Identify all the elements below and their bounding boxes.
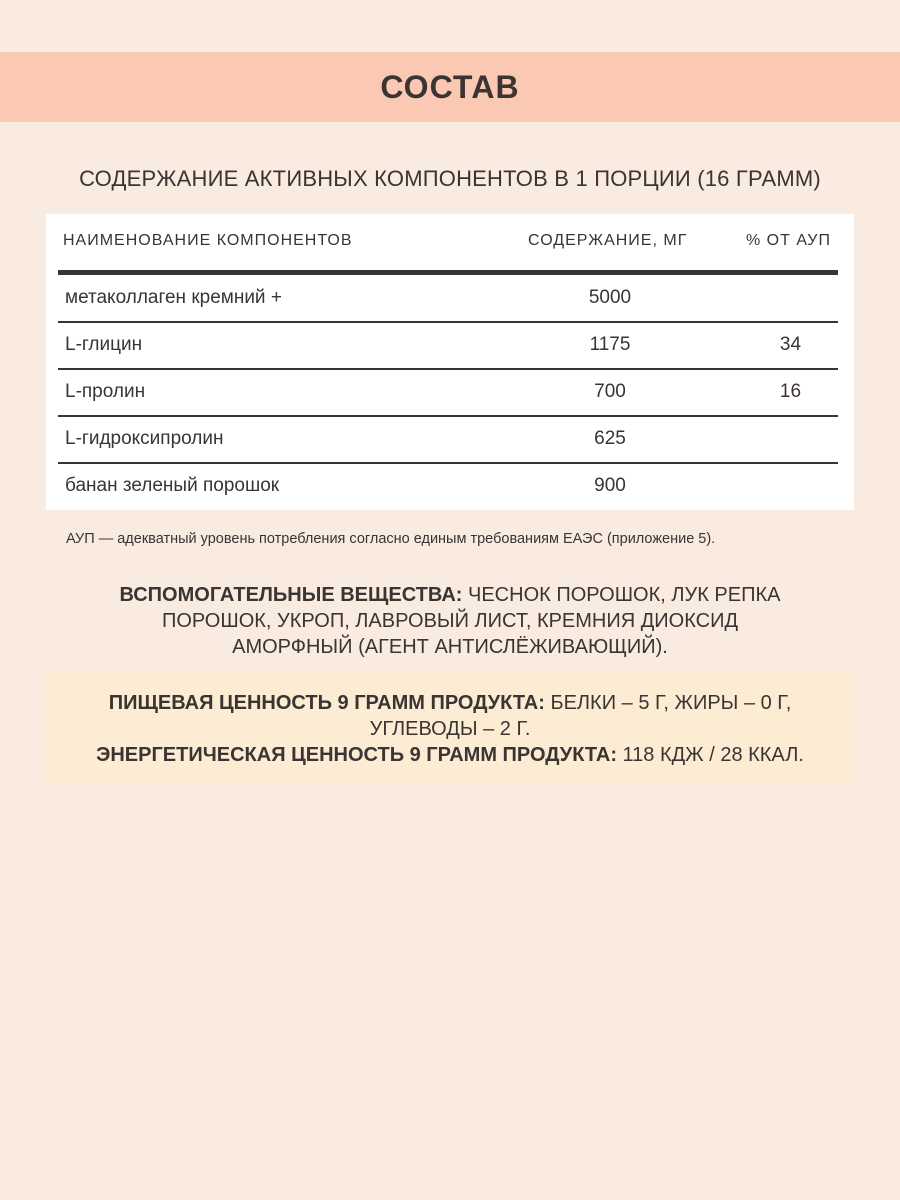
excipients-label: ВСПОМОГАТЕЛЬНЫЕ ВЕЩЕСТВА: (119, 584, 463, 606)
excipients-list: ЧЕСНОК ПОРОШОК, ЛУК РЕПКА ПОРОШОК, УКРОП, ЛАВРОВЫЙ ЛИСТ, КРЕМНИЯ ДИОКСИД АМОРФНЫЙ (АГЕНТ АНТИСЛЁЖИВАЮЩИЙ). (161, 584, 781, 658)
table-subtitle: СОДЕРЖАНИЕ АКТИВНЫХ КОМПОНЕНТОВ В 1 ПОРЦИИ (16 ГРАММ) (79, 166, 821, 191)
table-row (58, 369, 838, 417)
component-value: 1175 (589, 334, 631, 355)
table-row (58, 275, 838, 323)
nutritional-value-text: БЕЛКИ – 5 Г, ЖИРЫ – 0 Г, УГЛЕВОДЫ – 2 Г. (369, 692, 792, 740)
component-aup: 16 (779, 381, 802, 402)
component-value: 700 (594, 381, 626, 402)
aup-footnote: АУП — адекватный уровень потребления согласно единым требованиям ЕАЭС (приложение 5). (66, 531, 716, 547)
component-name: банан зеленый порошок (65, 475, 280, 496)
nutritional-value (86, 690, 814, 742)
page-title: СОСТАВ (380, 68, 520, 105)
component-value: 625 (594, 428, 626, 449)
energy-value-label: ЭНЕРГЕТИЧЕСКАЯ ЦЕННОСТЬ 9 ГРАММ ПРОДУКТА: (96, 744, 617, 766)
component-aup: 34 (779, 334, 802, 355)
excipients-text (100, 582, 800, 660)
table-row (58, 322, 838, 370)
nutrition-box (46, 672, 854, 784)
column-header-aup: % ОТ АУП (746, 232, 831, 249)
components-table (46, 214, 854, 510)
column-header-name: НАИМЕНОВАНИЕ КОМПОНЕНТОВ (63, 232, 353, 249)
component-value: 900 (594, 475, 626, 496)
component-name: L-глицин (65, 334, 143, 355)
component-name: L-гидроксипролин (65, 428, 224, 449)
column-header-content: СОДЕРЖАНИЕ, МГ (528, 232, 688, 249)
nutritional-value-label: ПИЩЕВАЯ ЦЕННОСТЬ 9 ГРАММ ПРОДУКТА: (108, 692, 545, 714)
component-value: 5000 (588, 287, 632, 308)
table-row (58, 416, 838, 464)
energy-value (46, 742, 854, 768)
table-row (58, 463, 838, 509)
title-banner (0, 52, 900, 122)
component-name: L-пролин (65, 381, 146, 402)
component-name: метаколлаген кремний + (65, 287, 282, 308)
energy-value-text: 118 КДЖ / 28 ККАЛ. (616, 744, 804, 766)
table-header (58, 214, 838, 275)
